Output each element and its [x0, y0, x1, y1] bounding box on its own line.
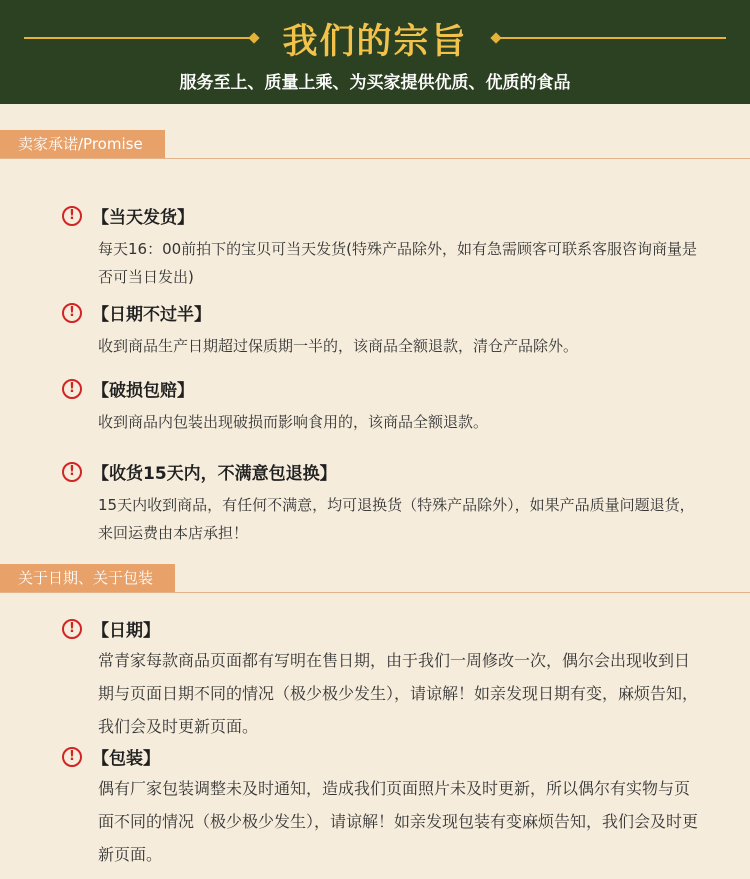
promise-item-date [62, 302, 702, 360]
item-title: 【日期】 [92, 621, 160, 641]
item-title: 【收货15天内，不满意包退换】 [92, 464, 337, 484]
exclamation-circle-icon: ! [62, 379, 82, 399]
section-divider [0, 592, 750, 593]
page-title: 我们的宗旨 [282, 21, 468, 62]
item-body: 15天内收到商品，有任何不满意，均可退换货（特殊产品除外），如果产品质量问题退货，来回运费由本店承担！ [98, 496, 695, 542]
promise-item-return [62, 461, 702, 547]
section-tab-promise: 卖家承诺/Promise [0, 130, 165, 158]
promise-item-damage [62, 378, 702, 436]
item-title: 【当天发货】 [92, 208, 194, 228]
exclamation-circle-icon: ! [62, 303, 82, 323]
exclamation-circle-icon: ! [62, 619, 82, 639]
promise-item-same-day [62, 205, 702, 291]
item-title: 【包装】 [92, 749, 160, 769]
exclamation-circle-icon: ! [62, 462, 82, 482]
item-body: 收到商品内包装出现破损而影响食用的，该商品全额退款。 [98, 413, 489, 431]
item-body: 收到商品生产日期超过保质期一半的，该商品全额退款，清仓产品除外。 [98, 337, 579, 355]
exclamation-circle-icon: ! [62, 747, 82, 767]
item-title: 【日期不过半】 [92, 305, 211, 325]
section-tab-date-packaging: 关于日期、关于包装 [0, 564, 175, 592]
info-item-packaging [62, 746, 702, 871]
item-body: 每天16：00前拍下的宝贝可当天发货(特殊产品除外，如有急需顾客可联系客服咨询商量是否可当日发出) [98, 240, 698, 286]
item-body: 常青家每款商品页面都有写明在售日期，由于我们一周修改一次，偶尔会出现收到日期与页面日期不同的情况（极少极少发生），请谅解！如亲发现日期有变，麻烦告知，我们会及时更新页面。 [98, 651, 699, 736]
info-item-date [62, 618, 702, 743]
header-banner [0, 0, 750, 104]
exclamation-circle-icon: ! [62, 206, 82, 226]
item-body: 偶有厂家包装调整未及时通知，造成我们页面照片未及时更新，所以偶尔有实物与页面不同的情况（极少极少发生），请谅解！如亲发现包装有变麻烦告知，我们会及时更新页面。 [98, 779, 699, 864]
section-divider [0, 158, 750, 159]
title-decor-line-right [500, 37, 726, 39]
page-subtitle: 服务至上、质量上乘、为买家提供优质、优质的食品 [179, 73, 571, 93]
item-title: 【破损包赔】 [92, 381, 194, 401]
